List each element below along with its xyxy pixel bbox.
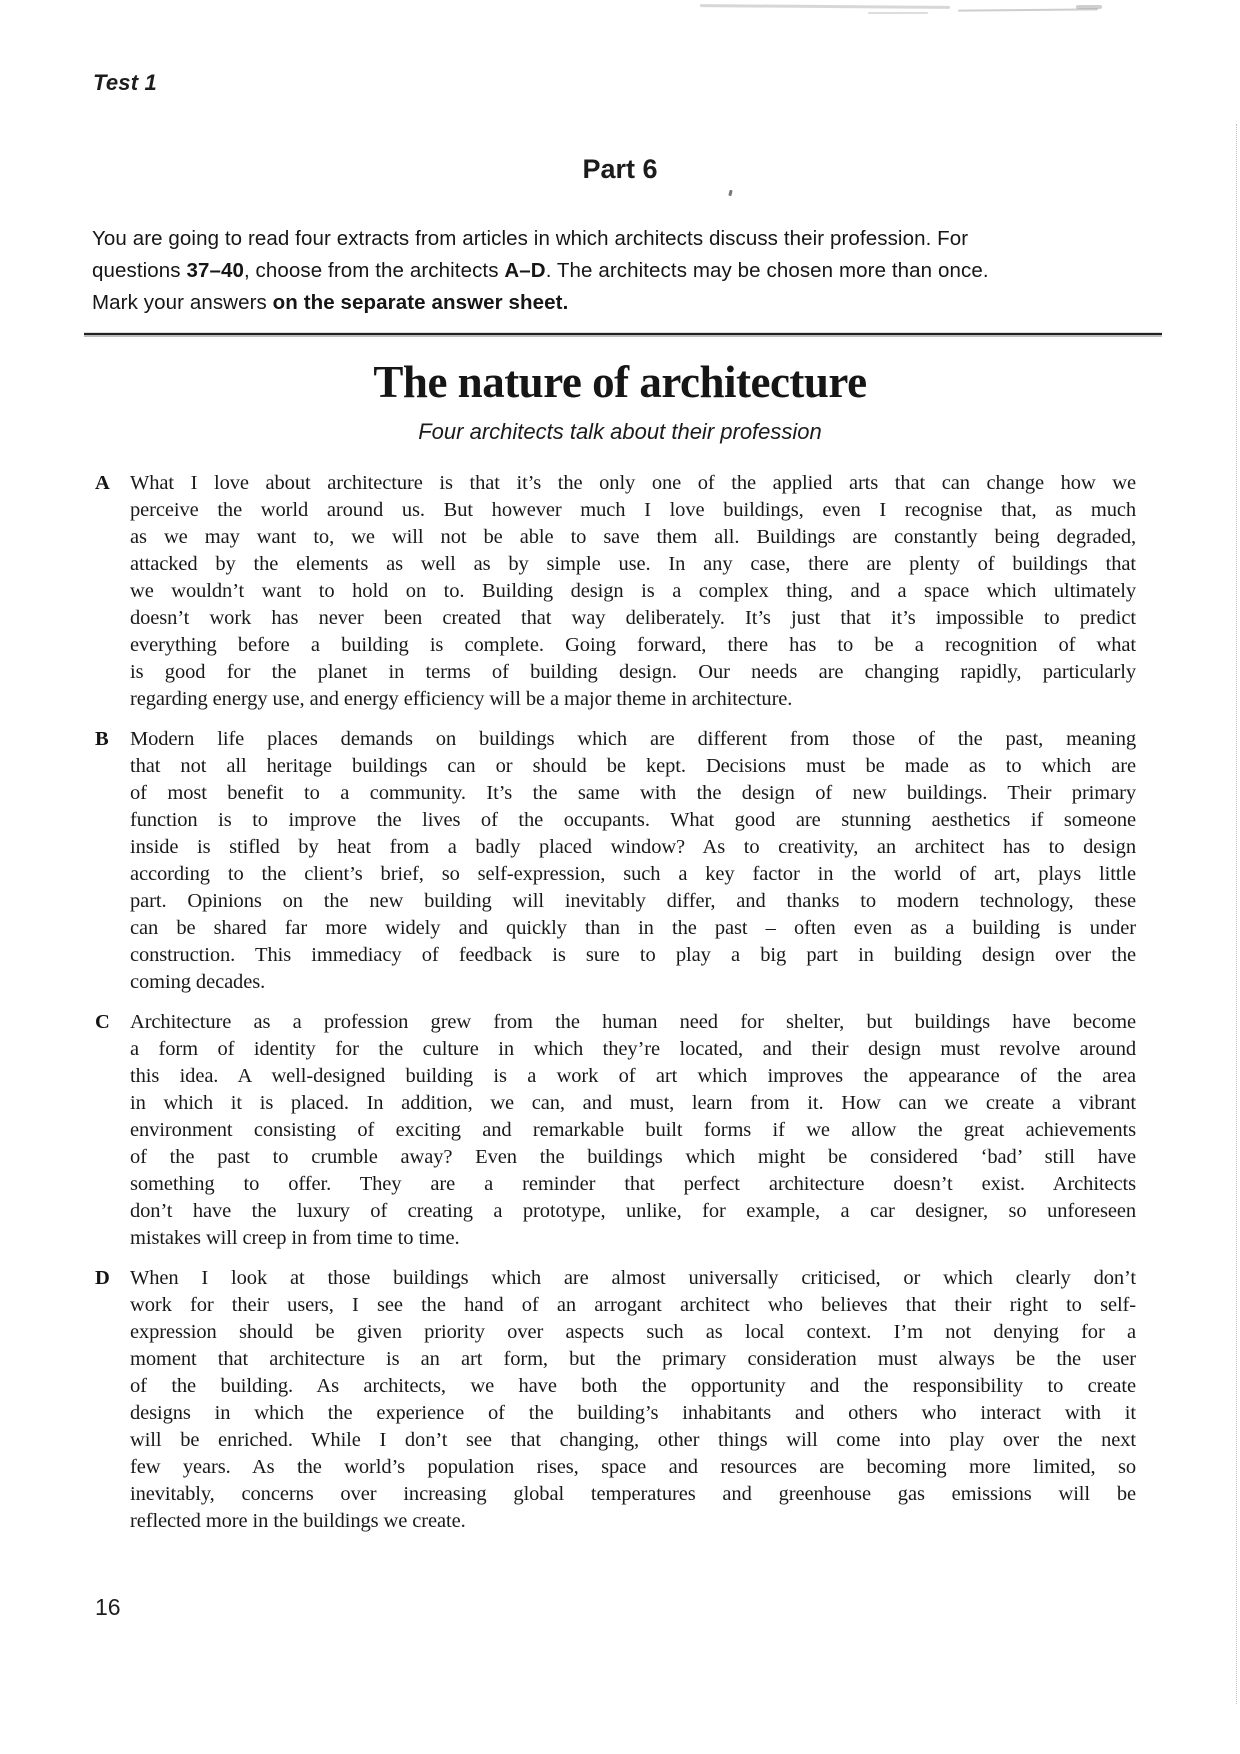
- instruction-text: questions: [92, 259, 187, 282]
- extract-text-line: construction. This immediacy of feedback is sure to play a big part in building design over the: [130, 944, 1136, 966]
- extract-text-line: environment consisting of exciting and remarkable built forms if we allow the great achievements: [130, 1119, 1136, 1141]
- extract-text-line: don’t have the luxury of creating a prototype, unlike, for example, a car designer, so unforeseen: [130, 1200, 1136, 1222]
- extract-label: A: [95, 472, 110, 494]
- extract-text-line: function is to improve the lives of the occupants. What good are stunning aesthetics if someone: [130, 809, 1136, 831]
- extract-label: D: [95, 1267, 110, 1289]
- extract-label: B: [95, 728, 109, 750]
- extract-text-line: reflected more in the buildings we create.: [130, 1510, 466, 1532]
- extract-text-line: as we may want to, we will not be able to save them all. Buildings are constantly being degraded,: [130, 526, 1136, 548]
- extract-body: [130, 1265, 1136, 1535]
- extract-text-line: something to offer. They are a reminder that perfect architecture doesn’t exist. Architects: [130, 1173, 1136, 1195]
- extract-text-line: designs in which the experience of the building’s inhabitants and others who interact with it: [130, 1402, 1136, 1424]
- extract-text-line: of the past to crumble away? Even the buildings which might be considered ‘bad’ still have: [130, 1146, 1136, 1168]
- extract-text-line: according to the client’s brief, so self-expression, such a key factor in the world of art, plays little: [130, 863, 1136, 885]
- scan-smudge: [700, 4, 950, 9]
- extract-text-line: regarding energy use, and energy efficiency will be a major theme in architecture.: [130, 688, 793, 710]
- extract-text-line: coming decades.: [130, 971, 266, 993]
- instruction-line: [92, 223, 1154, 255]
- instruction-line: [92, 287, 1154, 319]
- instruction-text: , choose from the architects: [243, 259, 505, 282]
- extract-text-line: is good for the planet in terms of building design. Our needs are changing rapidly, particularly: [130, 661, 1136, 683]
- extract-text-line: doesn’t work has never been created that way deliberately. It’s just that it’s impossible to predict: [130, 607, 1136, 629]
- extract-text-line: part. Opinions on the new building will inevitably differ, and thanks to modern technology, these: [130, 890, 1136, 912]
- extract-text-line: will be enriched. While I don’t see that changing, other things will come into play over the next: [130, 1429, 1136, 1451]
- extract-text-line: we wouldn’t want to hold on to. Building design is a complex thing, and a space which ultimately: [130, 580, 1136, 602]
- extract-text-line: inside is stifled by heat from a badly placed window? As to creativity, an architect has to design: [130, 836, 1136, 858]
- instruction-text: You are going to read four extracts from articles in which architects discuss their profession. For: [92, 227, 969, 250]
- extract-text-line: everything before a building is complete. Going forward, there has to be a recognition of what: [130, 634, 1136, 656]
- extract-text-line: mistakes will creep in from time to time.: [130, 1227, 460, 1249]
- extract-text-line: perceive the world around us. But however much I love buildings, even I recognise that, as much: [130, 499, 1136, 521]
- extract-text-line: can be shared far more widely and quickly than in the past – often even as a building is under: [130, 917, 1136, 939]
- instruction-bold-text: A–D: [504, 259, 546, 282]
- extract-text-line: this idea. A well-designed building is a work of art which improves the appearance of the area: [130, 1065, 1136, 1087]
- extract-text-line: of the building. As architects, we have both the opportunity and the responsibility to create: [130, 1375, 1136, 1397]
- extract-b: [95, 726, 1140, 996]
- extract-text-line: Modern life places demands on buildings which are different from those of the past, meaning: [130, 728, 1136, 750]
- extract-text-line: in which it is placed. In addition, we can, and must, learn from it. How can we create a vibrant: [130, 1092, 1136, 1114]
- page-number: 16: [95, 1594, 121, 1620]
- scan-smudge: [868, 12, 928, 14]
- extract-text-line: moment that architecture is an art form, but the primary consideration must always be the user: [130, 1348, 1136, 1370]
- extracts: [95, 470, 1140, 1548]
- instruction-text: Mark your answers: [92, 291, 273, 314]
- extract-text-line: When I look at those buildings which are almost universally criticised, or which clearly don’t: [130, 1267, 1136, 1289]
- extract-body: [130, 470, 1136, 713]
- extract-c: [95, 1009, 1140, 1252]
- article-title: The nature of architecture: [373, 357, 867, 407]
- extract-text-line: of most benefit to a community. It’s the same with the design of new buildings. Their primary: [130, 782, 1136, 804]
- scan-smudge: [1076, 5, 1102, 9]
- instruction-line: [92, 255, 1154, 287]
- extract-text-line: Architecture as a profession grew from the human need for shelter, but buildings have become: [130, 1011, 1136, 1033]
- extract-d: [95, 1265, 1140, 1535]
- running-header: Test 1: [93, 70, 157, 95]
- extract-text-line: that not all heritage buildings can or should be kept. Decisions must be made as to which are: [130, 755, 1136, 777]
- section-rule: [84, 333, 1162, 335]
- extract-text-line: a form of identity for the culture in which they’re located, and their design must revolve around: [130, 1038, 1136, 1060]
- extract-body: [130, 1009, 1136, 1252]
- extract-text-line: work for their users, I see the hand of an arrogant architect who believes that their right to self-: [130, 1294, 1136, 1316]
- extract-body: [130, 726, 1136, 996]
- extract-a: [95, 470, 1140, 713]
- extract-text-line: attacked by the elements as well as by simple use. In any case, there are plenty of buildings that: [130, 553, 1136, 575]
- extract-text-line: inevitably, concerns over increasing global temperatures and greenhouse gas emissions will be: [130, 1483, 1136, 1505]
- extract-text-line: expression should be given priority over aspects such as local context. I’m not denying for a: [130, 1321, 1136, 1343]
- scan-speck: [728, 190, 732, 197]
- instruction-bold-text: 37–40: [186, 259, 244, 282]
- instruction-bold-text: on the separate answer sheet.: [272, 291, 569, 314]
- extract-label: C: [95, 1011, 110, 1033]
- instructions: [92, 223, 1154, 319]
- extract-text-line: few years. As the world’s population rises, space and resources are becoming more limited, so: [130, 1456, 1136, 1478]
- extract-text-line: What I love about architecture is that it’s the only one of the applied arts that can change how we: [130, 472, 1136, 494]
- article-subtitle: Four architects talk about their profession: [418, 419, 822, 444]
- instruction-text: . The architects may be chosen more than once.: [545, 259, 989, 282]
- part-heading: Part 6: [582, 154, 658, 184]
